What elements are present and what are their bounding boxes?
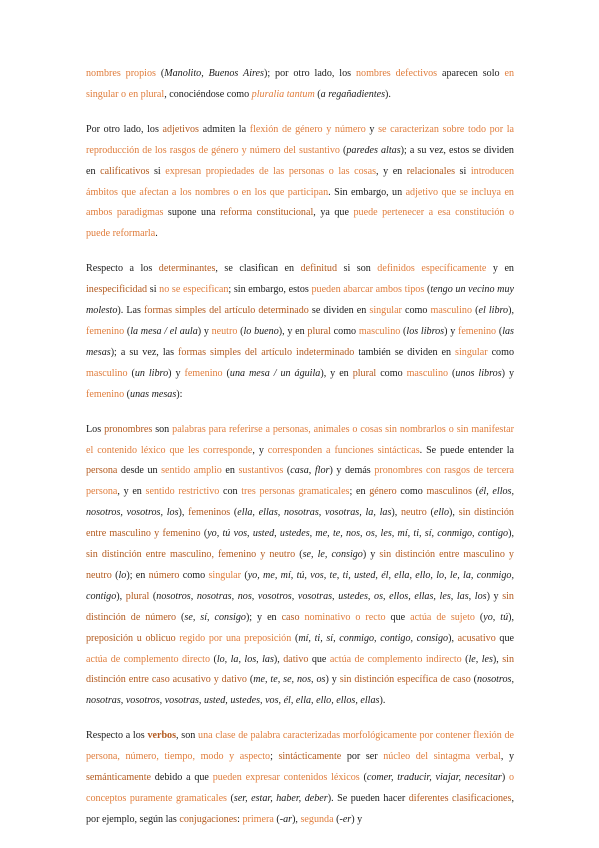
highlighted-term: segunda [300, 813, 334, 825]
text-run: paredes altas [346, 144, 401, 156]
highlighted-term: no se especifican [159, 284, 229, 296]
highlighted-term: sin distinción entre caso acusativo y dativo [86, 653, 514, 686]
highlighted-term: femeninos [188, 507, 231, 519]
text-run: ) y [362, 549, 380, 561]
text-run: unos libros [455, 367, 502, 379]
highlighted-term: corresponden a funciones sintácticas [267, 444, 420, 456]
text-run: en [221, 465, 239, 477]
text-run: flor [314, 465, 330, 477]
text-run: con [219, 486, 242, 498]
text-run: , y [252, 444, 268, 456]
text-run: ; en [349, 486, 370, 498]
text-run: ). [379, 695, 386, 707]
text-run: ( [155, 68, 165, 79]
text-run: Manolito, Buenos Aires [164, 68, 264, 79]
text-run: ( [237, 325, 244, 337]
text-run: ), [292, 813, 301, 825]
text-run: que [495, 632, 514, 644]
text-run: por ser [341, 751, 384, 763]
highlighted-term: nominativo o recto [304, 611, 386, 623]
text-run: ), [391, 507, 401, 519]
text-run: aparecen solo [437, 68, 505, 79]
highlighted-term: calificativos [100, 165, 150, 177]
highlighted-term: introducen ámbitos que afectan a los nombres o en los que participan [86, 165, 515, 198]
text-run: ( [400, 325, 407, 337]
text-run: ; sin embargo, estos [228, 284, 312, 296]
paragraph-adjetivos [86, 120, 514, 245]
text-run: ); y en [245, 611, 282, 623]
text-run: supone una [163, 207, 221, 219]
text-run: , conociéndose como [164, 88, 252, 100]
text-run: ( [461, 653, 469, 665]
text-run: tengo un vecino muy molesto [86, 284, 514, 317]
text-run: ( [474, 611, 484, 623]
text-run: son [152, 423, 173, 435]
text-run: , y [500, 751, 515, 763]
text-run: ( [230, 507, 238, 519]
text-run: ( [241, 569, 248, 581]
text-run: yo, tú vos, usted, ustedes, me, te, nos, os, les, mí, ti, sí, conmigo, contigo [207, 528, 509, 540]
highlighted-term: femenino [184, 367, 223, 379]
text-run: ( [227, 793, 234, 804]
highlighted-term: sin distinción entre masculino y femenino [86, 507, 514, 540]
text-run: ). Se pueden hacer [327, 793, 409, 804]
text-run: se dividen en [308, 305, 370, 317]
text-run: Respecto a los [86, 730, 148, 742]
highlighted-term: masculino [86, 367, 128, 379]
text-run: ( [127, 367, 135, 379]
highlighted-term: semánticamente [86, 772, 152, 784]
text-run: . Se puede entender la [419, 444, 515, 456]
text-run: ), [508, 528, 514, 540]
text-run: ( [124, 325, 131, 337]
highlighted-term: plural [307, 325, 331, 337]
text-run: se, sí, consigo [184, 611, 246, 623]
text-run: desde un [117, 465, 162, 477]
document-page [86, 64, 514, 845]
text-run: ). [385, 88, 391, 100]
text-run: si [149, 165, 166, 177]
highlighted-term: nombres propios [86, 68, 156, 79]
highlighted-term: dativo [283, 653, 309, 665]
highlighted-term: conjugaciones [179, 813, 238, 825]
text-run: yo, tú [483, 611, 509, 623]
text-run: comer, traducir, viajar, necesitar [366, 772, 502, 784]
text-run: ), [448, 632, 458, 644]
highlighted-term: masculinos [426, 486, 472, 498]
highlighted-term: nombres defectivos [355, 68, 438, 79]
text-run: le, les [468, 653, 493, 665]
text-run: ); a su vez, las [110, 346, 179, 358]
text-run: las mesas [86, 325, 514, 358]
text-run: ( [149, 590, 157, 602]
text-run: ella, ellas, nosotras, vosotras, la, las [237, 507, 392, 519]
highlighted-term: actúa de sujeto [410, 611, 475, 623]
highlighted-term: sustantivos [238, 465, 284, 477]
text-run: ) y [486, 590, 503, 602]
text-run: ( [176, 611, 185, 623]
text-run: ( [283, 465, 291, 477]
highlighted-term: actúa de complemento directo [86, 653, 211, 665]
highlighted-term: femenino [86, 325, 125, 337]
text-run: como [179, 569, 209, 581]
text-run: yo, me, mí, tú, vos, te, ti, usted, él, ella, ello, lo, le, la, conmigo, contigo [86, 569, 514, 602]
text-run: ) y [325, 674, 340, 686]
highlighted-term: formas simples del artículo determinado [144, 305, 309, 317]
text-run: ( [111, 569, 119, 581]
text-run: ), [178, 507, 189, 519]
highlighted-term: sin distinción entre masculino y neutro [86, 549, 514, 581]
highlighted-term: sin distinción entre masculino, femenino y neutro [86, 549, 296, 561]
text-run: , y en [117, 486, 146, 498]
text-run: ), [449, 507, 459, 519]
highlighted-term: acusativo [457, 632, 496, 644]
highlighted-term: pluralia tantum [251, 88, 315, 100]
text-run: ; [270, 751, 279, 763]
highlighted-term: singular [208, 569, 242, 581]
text-run: ) y [501, 367, 514, 379]
text-run: ). Las [117, 305, 145, 317]
text-run: : [237, 813, 243, 825]
highlighted-term: reforma constitucional [220, 207, 314, 219]
text-run: él, ellos, nosotros, vosotros, los [86, 486, 515, 519]
text-run: lo, la, los, las [216, 653, 274, 665]
text-run: lo bueno [243, 325, 279, 337]
text-run: ) y [168, 367, 185, 379]
text-run: , por ejemplo, según las [86, 793, 514, 825]
text-run: admiten la [199, 123, 250, 135]
text-run: ( [496, 325, 503, 337]
text-run: y [365, 123, 379, 135]
text-run: mí, ti, sí, conmigo, contigo, consigo [298, 632, 449, 644]
highlighted-term: neutro [401, 507, 427, 519]
text-run: que [308, 653, 330, 665]
text-run: ( [246, 674, 254, 686]
highlighted-term: pueden abarcar ambos tipos [311, 284, 425, 296]
text-run: ): [176, 388, 183, 400]
text-run: la mesa / el aula [130, 325, 198, 337]
text-run: debido a que [151, 772, 213, 784]
text-run: ( [448, 367, 456, 379]
text-run: ( [424, 284, 431, 296]
text-run: Respecto a los [86, 263, 159, 275]
text-run: ) y [351, 813, 363, 825]
highlighted-term: masculino [358, 325, 401, 337]
paragraph-verbos [86, 726, 514, 831]
text-run: y en [486, 263, 514, 275]
text-run: ), [273, 653, 284, 665]
text-run: ), [508, 611, 515, 623]
text-run: también se dividen en [354, 346, 456, 358]
text-run: ( [291, 632, 299, 644]
text-run: a regañadientes [320, 88, 386, 100]
highlighted-term: persona [86, 465, 118, 477]
highlighted-term: tres personas gramaticales [241, 486, 350, 498]
highlighted-term: sin distinción específica de caso [339, 674, 471, 686]
highlighted-term: masculino [406, 367, 449, 379]
text-run: -ar [279, 813, 293, 825]
highlighted-term: expresan propiedades de las personas o las cosas [165, 165, 377, 177]
highlighted-term: determinantes [158, 263, 216, 275]
text-run: , y en [376, 165, 407, 177]
text-run: ) [501, 772, 509, 784]
highlighted-term: femenino [457, 325, 497, 337]
text-run: me, te, se, nos, os [253, 674, 326, 686]
text-run: ( [222, 367, 230, 379]
text-run: como [376, 367, 407, 379]
text-run: ( [295, 549, 303, 561]
text-run: ), y en [278, 325, 308, 337]
text-run: ( [200, 528, 208, 540]
text-run: ); por otro lado, los [263, 68, 356, 79]
text-run: ( [314, 88, 321, 100]
text-run: que [385, 611, 411, 623]
paragraph-nombres [86, 64, 514, 106]
highlighted-term: pueden expresar contenidos léxicos [212, 772, 360, 784]
text-run: ), y en [320, 367, 353, 379]
text-run: ( [472, 305, 479, 317]
highlighted-term: neutro [211, 325, 238, 337]
text-run: ( [426, 507, 434, 519]
text-run: un libro [134, 367, 169, 379]
text-run: ), [508, 305, 514, 317]
highlighted-term: pronombres con rasgos de tercera persona [86, 465, 515, 498]
text-run: ), [492, 653, 503, 665]
highlighted-term: singular [369, 305, 402, 317]
text-run: ser, estar, haber, deber [233, 793, 328, 804]
text-run: si son [337, 263, 378, 275]
highlighted-term: se caracterizan sobre todo por la reproducción de los rasgos de género y número del sustantivo [86, 123, 515, 156]
text-run: ); en [126, 569, 149, 581]
highlighted-term: o conceptos puramente gramaticales [86, 772, 515, 804]
highlighted-term: primera [242, 813, 274, 825]
text-run: , son [176, 730, 199, 742]
text-run: el libro [478, 305, 509, 317]
highlighted-term: singular [455, 346, 488, 358]
highlighted-term: masculino [430, 305, 473, 317]
text-run: como [330, 325, 359, 337]
highlighted-term: puede pertenecer a esa constitución o puede reformarla [86, 207, 515, 240]
text-run: ( [273, 813, 280, 825]
highlighted-term: palabras para referirse a personas, animales o cosas sin nombrarlos o sin manifestar el contenido léxico que les corresponde [86, 423, 514, 456]
text-run: ), [116, 590, 126, 602]
text-run: si [455, 165, 471, 177]
text-run: ello [433, 507, 450, 519]
text-run: ( [471, 486, 479, 498]
text-run: como [487, 346, 514, 358]
highlighted-term: en singular o en plural [86, 68, 514, 100]
highlighted-term: diferentes clasificaciones [408, 793, 512, 804]
highlighted-term: número [148, 569, 180, 581]
text-run: ) y [444, 325, 458, 337]
highlighted-term: inespecificidad [86, 284, 148, 296]
text-run: , [308, 465, 315, 477]
text-run: una mesa / un águila [229, 367, 321, 379]
text-run: ( [210, 653, 217, 665]
paragraph-pronombres [86, 420, 514, 713]
paragraph-determinantes [86, 259, 514, 405]
text-run: nosotros, nosotras, vosotros, vosotras, usted, ustedes, vos, él, ella, ello, ellos, ellas [86, 674, 514, 707]
text-run: si [147, 284, 160, 296]
text-run: . Sin embargo, un [328, 186, 406, 198]
highlighted-term: plural [125, 590, 150, 602]
text-run: ( [124, 388, 131, 400]
highlighted-term: pronombres [104, 423, 153, 435]
highlighted-term: adjetivo que se incluya en ambos paradigmas [86, 186, 514, 219]
highlighted-term: actúa de complemento indirecto [329, 653, 462, 665]
text-run: ( [333, 813, 340, 825]
text-run: ) y demás [329, 465, 375, 477]
text-run: Por otro lado, los [86, 123, 163, 135]
text-run: casa [290, 465, 309, 477]
text-run: ( [339, 144, 347, 156]
text-run: lo [118, 569, 127, 581]
text-run: . [155, 228, 158, 240]
text-run: , se clasifican en [215, 263, 301, 275]
highlighted-term: regido por una preposición [179, 632, 292, 644]
text-run: ( [470, 674, 478, 686]
highlighted-term: género [369, 486, 397, 498]
highlighted-term: flexión de género y número [249, 123, 366, 135]
highlighted-term: verbos [147, 730, 177, 742]
highlighted-term: relacionales [406, 165, 455, 177]
text-run: Los [86, 423, 105, 435]
highlighted-term: plural [352, 367, 377, 379]
highlighted-term: sin distinción de número [86, 590, 514, 623]
highlighted-term: una clase de palabra caracterizadas morfológicamente por contener flexión de persona, número, tiempo, modo y aspecto [86, 730, 514, 763]
highlighted-term: adjetivos [162, 123, 199, 135]
text-run: ) y [197, 325, 212, 337]
text-run: los libros [406, 325, 445, 337]
highlighted-term: definitud [300, 263, 338, 275]
highlighted-term: sentido amplio [161, 465, 222, 477]
highlighted-term: sentido restrictivo [145, 486, 220, 498]
text-run: como [401, 305, 431, 317]
highlighted-term: femenino [86, 388, 125, 400]
highlighted-term: formas simples del artículo indeterminado [178, 346, 355, 358]
highlighted-term: sintácticamente [278, 751, 342, 763]
text-run: como [396, 486, 427, 498]
text-run: -er [339, 813, 352, 825]
text-run: ); a su vez, estos se dividen en [86, 144, 514, 177]
highlighted-term: preposición u oblicuo [86, 632, 176, 644]
highlighted-term: núcleo del sintagma verbal [383, 751, 501, 763]
text-run: unas mesas [130, 388, 177, 400]
text-run: nosotros, nosotras, nos, vosotros, vosotras, ustedes, os, ellos, ellas, les, las, los [156, 590, 487, 602]
text-run: , ya que [313, 207, 354, 219]
highlighted-term: caso [281, 611, 300, 623]
highlighted-term: definidos específicamente [377, 263, 487, 275]
text-run: ( [359, 772, 367, 784]
text-run: se, le, consigo [302, 549, 363, 561]
